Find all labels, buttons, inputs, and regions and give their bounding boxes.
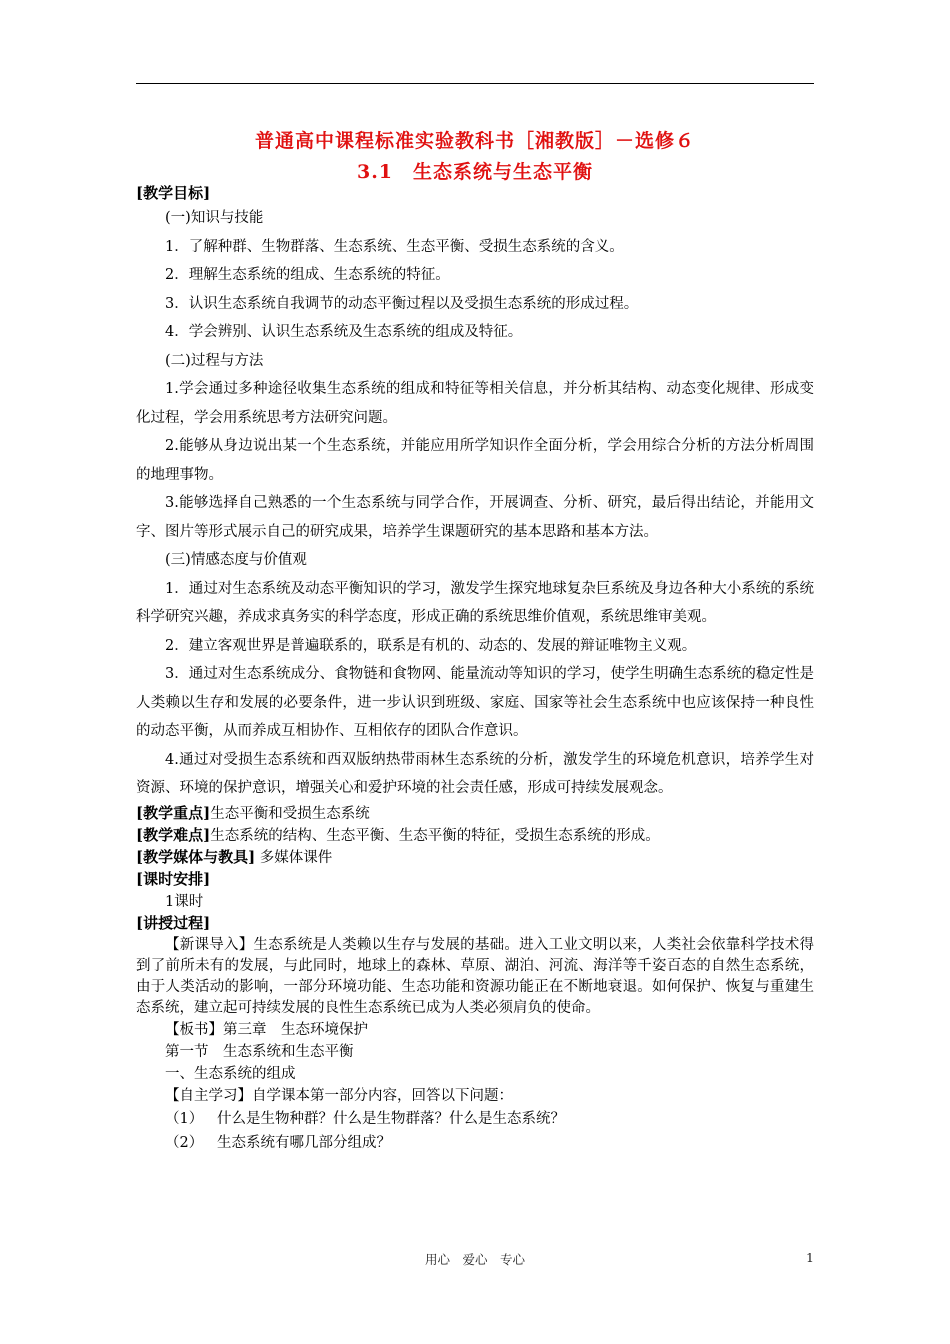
schedule-value: 1课时 [165, 893, 204, 910]
page-number: 1 [806, 1250, 814, 1265]
media-tools: [教学媒体与教具] 多媒体课件 [136, 847, 333, 866]
attitude-item: 4.通过对受损生态系统和西双版纳热带雨林生态系统的分析，激发学生的环境危机意识，培养学生对资源、环境的保护意识，增强关心和爱护环境的社会责任感，形成可持续发展观念。 [136, 751, 814, 796]
attitude-item: 3．通过对生态系统成分、食物链和食物网、能量流动等知识的学习，使学生明确生态系统的稳定性是人类赖以生存和发展的必要条件，进一步认识到班级、家庭、国家等社会生态系统中也应该保持一种良性的动态平衡，从而养成互相协作、互相依存的团队合作意识。 [136, 666, 814, 739]
key-points: [教学重点]生态平衡和受损生态系统 [136, 803, 370, 822]
knowledge-item: 1．了解种群、生物群落、生态系统、生态平衡、受损生态系统的含义。 [165, 238, 624, 255]
board-title: 【板书】第三章 生态环境保护 [165, 1021, 368, 1038]
attitude-label: (三)情感态度与价值观 [165, 552, 307, 568]
knowledge-item: 3．认识生态系统自我调节的动态平衡过程以及受损生态系统的形成过程。 [165, 295, 639, 312]
goals-heading: [教学目标] [136, 184, 211, 202]
intro-paragraph: 【新课导入】生态系统是人类赖以生存与发展的基础。进入工业文明以来，人类社会依靠科学技术得到了前所未有的发展，与此同时，地球上的森林、草原、湖泊、河流、海洋等千姿百态的自然生态系统，由于人类活动的影响，一部分环境功能、生态功能和资源功能正在不断地衰退。如何保护、恢复与重建生态系统，建立起可持续发展的良性生态系统已成为人类必须肩负的使命。 [136, 936, 814, 1016]
difficulties: [教学难点]生态系统的结构、生态平衡、生态平衡的特征，受损生态系统的形成。 [136, 825, 660, 844]
document-body [136, 182, 814, 1155]
subsection-title: 一、生态系统的组成 [165, 1065, 296, 1082]
header-rule [136, 83, 814, 84]
attitude-item: 1．通过对生态系统及动态平衡知识的学习，激发学生探究地球复杂巨系统及身边各种大小系统的系统科学研究兴趣，养成求真务实的科学态度，形成正确的系统思维价值观，系统思维审美观。 [136, 580, 814, 625]
knowledge-item: 2．理解生态系统的组成、生态系统的特征。 [165, 267, 450, 283]
schedule-heading: [课时安排] [136, 869, 211, 888]
question-item: （2） 生态系统有哪几部分组成？ [165, 1134, 391, 1151]
process-item: 3.能够选择自己熟悉的一个生态系统与同学合作，开展调查、分析、研究，最后得出结论，并能用文字、图片等形式展示自己的研究成果，培养学生课题研究的基本思路和基本方法。 [136, 495, 814, 540]
process-item: 2.能够从身边说出某一个生态系统，并能应用所学知识作全面分析，学会用综合分析的方法分析周围的地理事物。 [136, 438, 814, 483]
self-study: 【自主学习】自学课本第一部分内容，回答以下问题： [165, 1087, 513, 1104]
process-item: 1.学会通过多种途径收集生态系统的组成和特征等相关信息，并分析其结构、动态变化规律、形成变化过程，学会用系统思考方法研究问题。 [136, 381, 814, 426]
attitude-item: 2．建立客观世界是普遍联系的，联系是有机的、动态的、发展的辩证唯物主义观。 [165, 637, 697, 654]
process-heading: [讲授过程] [136, 913, 211, 932]
process-label: (二)过程与方法 [165, 352, 264, 369]
knowledge-item: 4．学会辨别、认识生态系统及生态系统的组成及特征。 [165, 324, 523, 340]
document-title: 普通高中课程标准实验教科书［湘教版］－选修６ [254, 130, 695, 152]
lesson-title: 3.1 生态系统与生态平衡 [356, 161, 594, 183]
knowledge-label: (一)知识与技能 [165, 210, 264, 226]
question-item: （1） 什么是生物种群？什么是生物群落？什么是生态系统？ [165, 1110, 565, 1127]
footer-motto: 用心 爱心 专心 [424, 1252, 525, 1267]
section-title: 第一节 生态系统和生态平衡 [165, 1043, 354, 1060]
